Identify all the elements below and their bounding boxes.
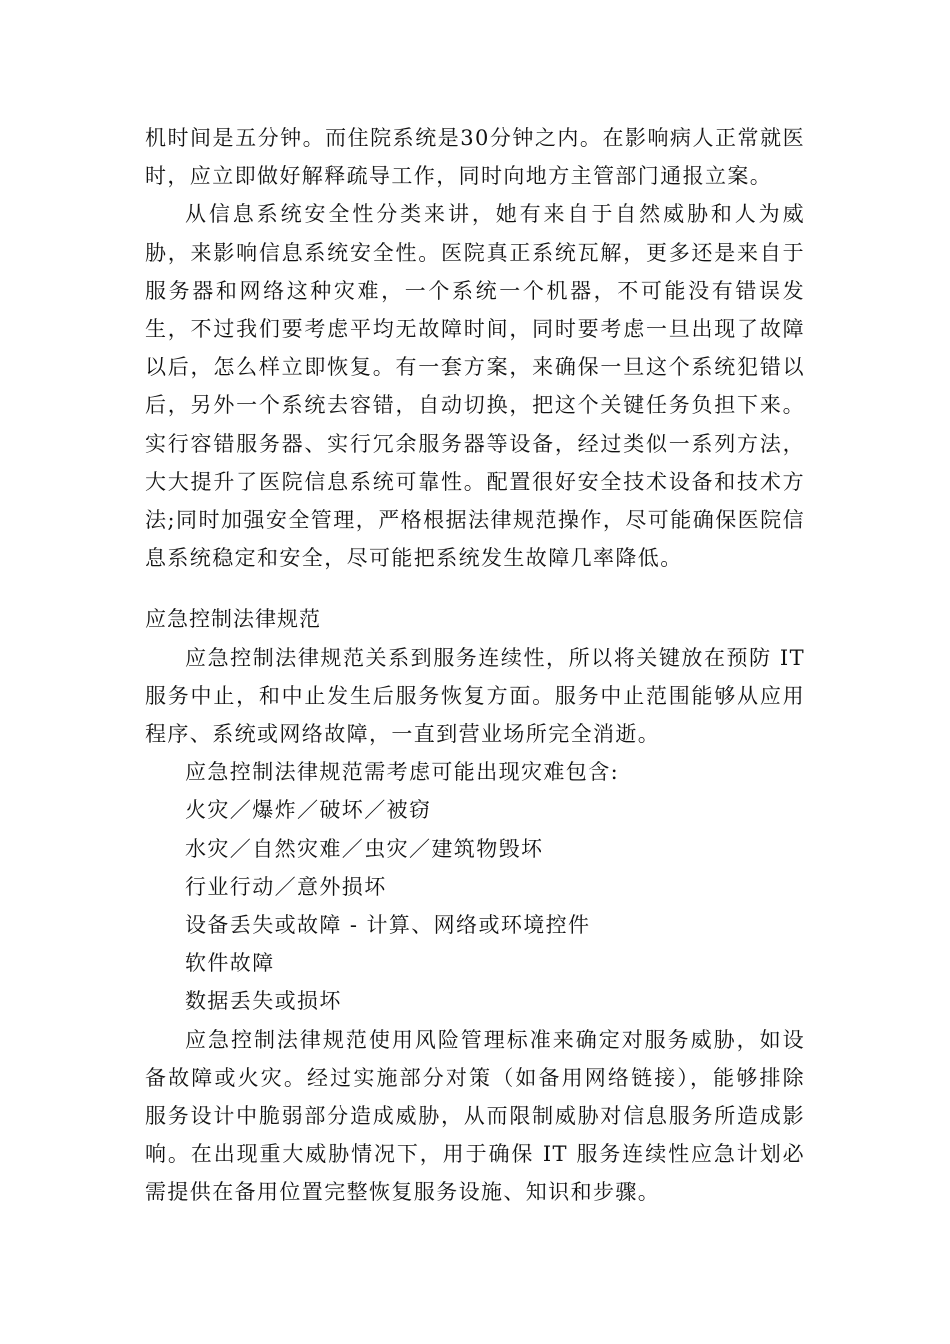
- security-paragraph: 从信息系统安全性分类来讲，她有来自于自然威胁和人为威胁，来影响信息系统安全性。医院真正系统瓦解，更多还是来自于服务器和网络这种灾难，一个系统一个机器，不可能没有错误发生，不过我们要考虑平均无故障时间，同时要考虑一旦出现了故障以后，怎么样立即恢复。有一套方案，来确保一旦这个系统犯错以后，另外一个系统去容错，自动切换，把这个关键任务负担下来。实行容错服务器、实行冗余服务器等设备，经过类似一系列方法，大大提升了医院信息系统可靠性。配置很好安全技术设备和技术方法;同时加强安全管理，严格根据法律规范操作，尽可能确保医院信息系统稳定和安全，尽可能把系统发生故障几率降低。: [145, 202, 805, 571]
- section-heading: 应急控制法律规范: [145, 607, 321, 632]
- list-item: 火灾／爆炸／破坏／被窃: [185, 798, 432, 823]
- list-item: 软件故障: [185, 951, 275, 976]
- list-item: 数据丢失或损坏: [185, 989, 342, 1014]
- list-item: 水灾／自然灾难／虫灾／建筑物毁坏: [185, 836, 544, 861]
- list-item: 行业行动／意外损坏: [185, 874, 387, 899]
- closing-paragraph: 应急控制法律规范使用风险管理标准来确定对服务威胁，如设备故障或火灾。经过实施部分对策（如备用网络链接），能够排除服务设计中脆弱部分造成威胁，从而限制威胁对信息服务所造成影响。在出现重大威胁情况下，用于确保 IT 服务连续性应急计划必需提供在备用位置完整恢复服务设施、知识和步骤。: [145, 1027, 805, 1205]
- list-item: 设备丢失或故障 - 计算、网络或环境控件: [185, 913, 591, 938]
- disaster-list: [145, 791, 805, 1020]
- list-lead: 应急控制法律规范需考虑可能出现灾难包含:: [185, 760, 620, 785]
- document-page: [145, 119, 805, 1212]
- continuation-paragraph: 机时间是五分钟。而住院系统是30分钟之内。在影响病人正常就医时，应立即做好解释疏导工作，同时向地方主管部门通报立案。: [145, 126, 805, 189]
- intro-paragraph: 应急控制法律规范关系到服务连续性，所以将关键放在预防 IT 服务中止，和中止发生后服务恢复方面。服务中止范围能够从应用程序、系统或网络故障，一直到营业场所完全消逝。: [145, 645, 805, 747]
